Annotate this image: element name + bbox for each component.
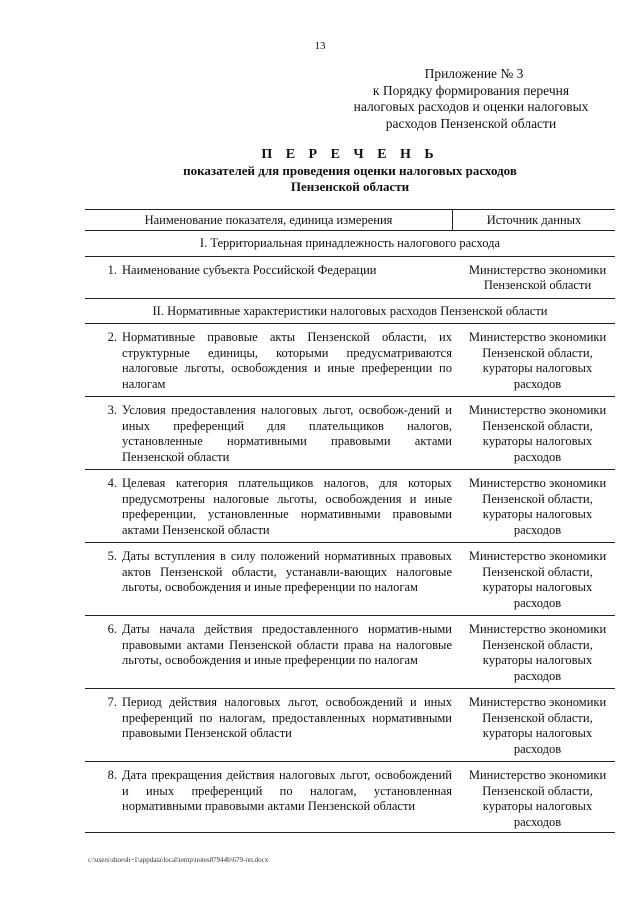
row-number: 4. <box>107 476 117 490</box>
document-heading <box>80 146 620 195</box>
appendix-title: Приложение № 3 <box>424 66 524 81</box>
document-title: П Е Р Е Ч Е Н Ь <box>261 147 439 162</box>
file-path-footer: c:\users\shoroh~1\appdata\local\temp\notes87944b\679-пп.docx <box>88 856 269 864</box>
section-heading: II. Нормативные характеристики налоговых расходов Пензенской области <box>85 299 615 325</box>
appendix-line: к Порядку формирования перечня <box>372 82 570 98</box>
table-row <box>85 257 615 299</box>
page-number: 13 <box>314 40 326 52</box>
row-number: 8. <box>107 768 117 782</box>
table-row <box>85 689 615 762</box>
table-row <box>85 324 615 397</box>
row-number: 3. <box>107 403 117 417</box>
table-header-row <box>85 209 615 231</box>
row-data-source: Министерство экономики Пензенской области, кураторы налоговых расходов <box>468 549 607 610</box>
row-indicator-name: Условия предоставления налоговых льгот, освобож-дений и иных преференций для плательщиков налогов, установленные нормативными правовыми актами Пензенской области <box>122 403 452 464</box>
row-data-source: Министерство экономики Пензенской области, кураторы налоговых расходов <box>468 622 607 683</box>
row-indicator-name: Целевая категория плательщиков налогов, для которых предусмотрены налоговые льготы, освобождения и иные преференции, установленные нормативными правовыми актами Пензенской области <box>122 476 452 537</box>
row-number: 1. <box>107 262 117 277</box>
row-indicator-name: Даты вступления в силу положений нормативных правовых актов Пензенской области, устанавли-вающих налоговые льготы, освобождения и иные преференции по налогам <box>122 549 452 594</box>
row-indicator-name: Нормативные правовые акты Пензенской области, их структурные единицы, которыми предусматриваются налоговые льготы, освобождения и иные преференции по налогам <box>122 330 452 391</box>
row-indicator-name: Даты начала действия предоставленного норматив-ными правовыми актами Пензенской области права на налоговые льготы, освобождения и иные преференции по налогам <box>122 622 452 667</box>
section-heading: I. Территориальная принадлежность налогового расхода <box>85 231 615 257</box>
table-row <box>85 470 615 543</box>
row-indicator-name: Наименование субъекта Российской Федерации <box>122 262 377 277</box>
column-header-source: Источник данных <box>486 213 582 227</box>
row-data-source: Министерство экономики Пензенской области, кураторы налоговых расходов <box>468 330 607 391</box>
appendix-line: налоговых расходов и оценки налоговых <box>353 99 589 114</box>
row-number: 7. <box>107 695 117 709</box>
row-number: 5. <box>107 549 117 563</box>
appendix-line: расходов Пензенской области <box>385 115 557 131</box>
table-row <box>85 543 615 616</box>
row-number: 2. <box>107 330 117 344</box>
row-data-source: Министерство экономики Пензенской области, кураторы налоговых расходов <box>468 403 607 464</box>
table-row <box>85 762 615 833</box>
row-indicator-name: Дата прекращения действия налоговых льгот, освобождений и иных преференций по налогам, установленная нормативными правовыми актами Пензенской области <box>122 768 452 813</box>
table-row <box>85 397 615 470</box>
row-number: 6. <box>107 622 117 636</box>
row-data-source: Министерство экономики Пензенской области <box>468 262 607 292</box>
row-data-source: Министерство экономики Пензенской области, кураторы налоговых расходов <box>468 768 607 829</box>
row-data-source: Министерство экономики Пензенской области, кураторы налоговых расходов <box>468 695 607 756</box>
appendix-block <box>330 66 612 132</box>
row-data-source: Министерство экономики Пензенской области, кураторы налоговых расходов <box>468 476 607 537</box>
row-indicator-name: Период действия налоговых льгот, освобождений и иных преференций по налогам, предоставленных нормативными правовыми Пензенской области <box>122 695 452 740</box>
document-subtitle: Пензенской области <box>290 179 410 194</box>
document-subtitle: показателей для проведения оценки налоговых расходов <box>183 163 517 178</box>
indicators-table <box>85 209 615 833</box>
column-header-name: Наименование показателя, единица измерения <box>85 210 453 230</box>
table-row <box>85 616 615 689</box>
